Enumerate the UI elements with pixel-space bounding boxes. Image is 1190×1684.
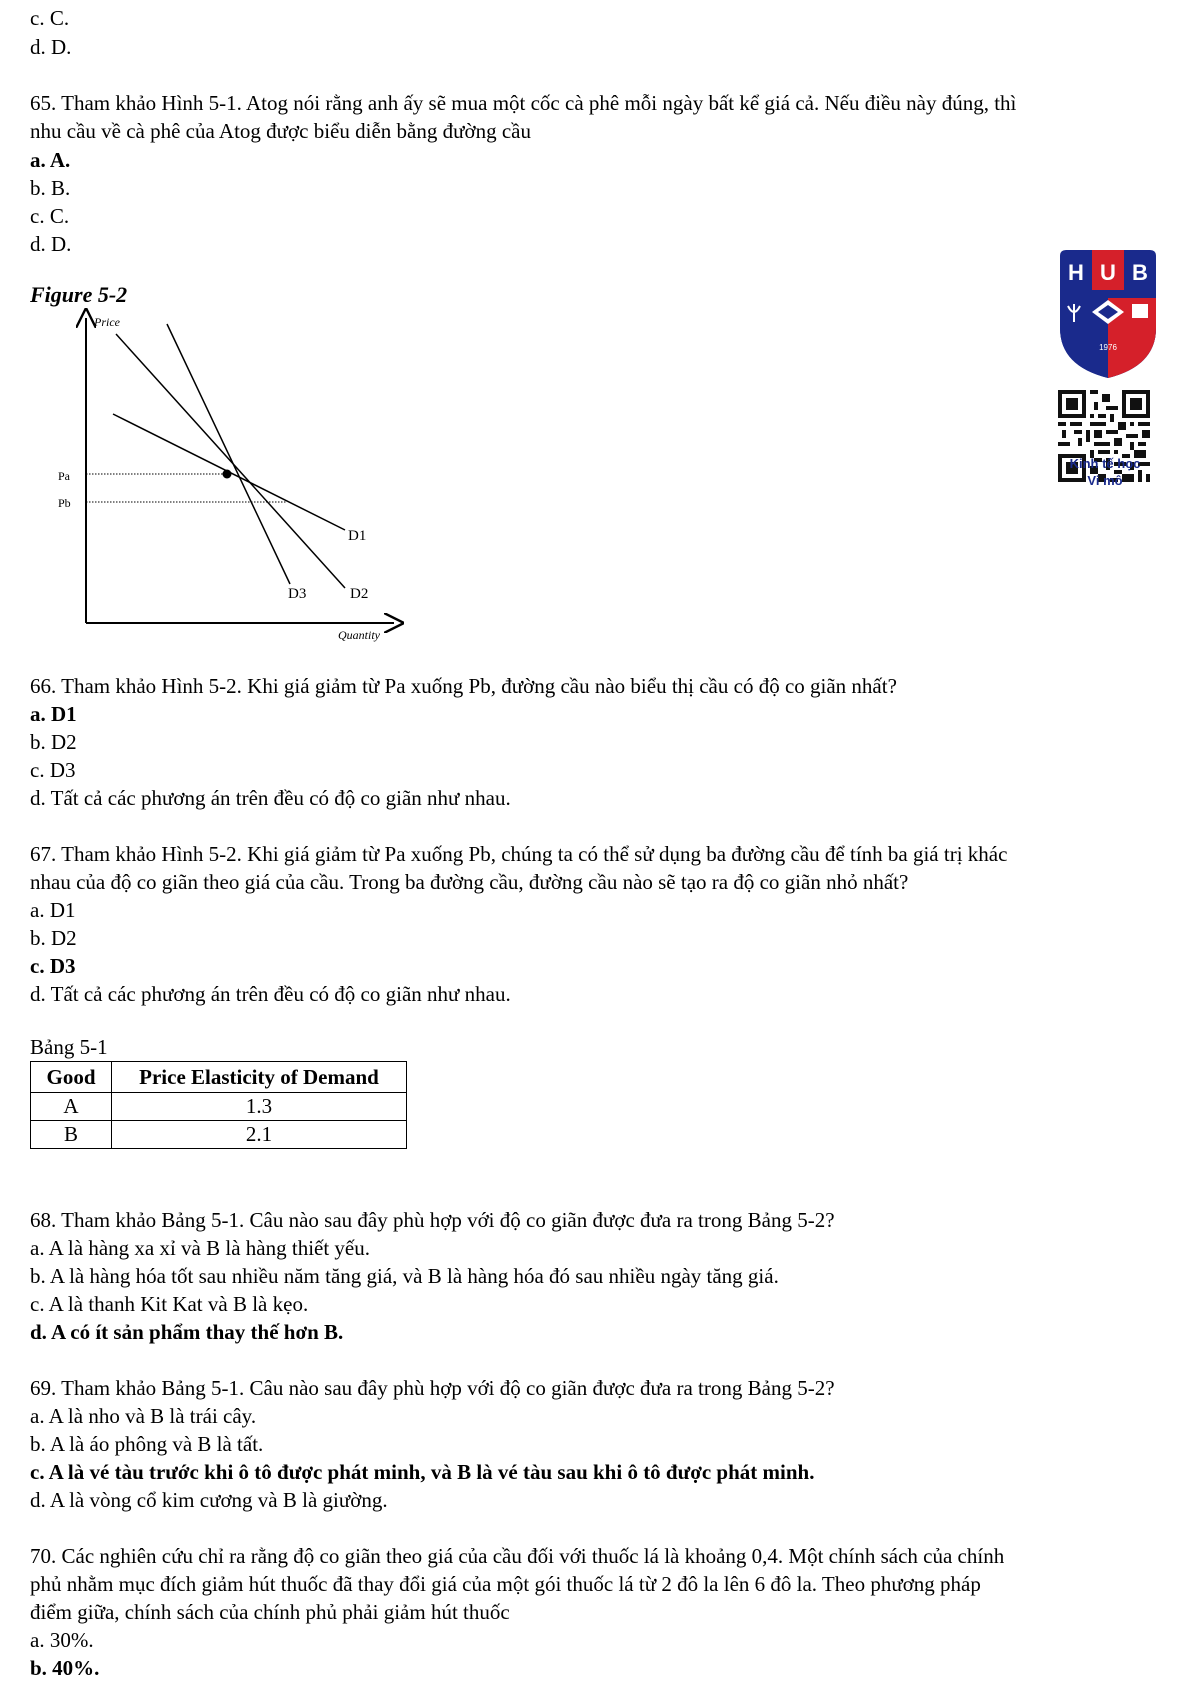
q67-stem-line2: nhau của độ co giãn theo giá của cầu. Trong ba đường cầu, đường cầu nào sẽ tạo ra độ co giãn nhỏ nhất? xyxy=(30,870,909,894)
q66-option-b: b. D2 xyxy=(30,730,77,754)
q68-option-a: a. A là hàng xa xỉ và B là hàng thiết yếu. xyxy=(30,1236,370,1260)
q66-option-d: d. Tất cả các phương án trên đều có độ co giãn như nhau. xyxy=(30,786,511,810)
q70-stem-line1: 70. Các nghiên cứu chỉ ra rằng độ co giãn theo giá của cầu đối với thuốc lá là khoảng 0,4. Một chính sách của chính xyxy=(30,1544,1005,1568)
d3-label: D3 xyxy=(288,586,307,602)
table-cell: 2.1 xyxy=(112,1121,407,1149)
q69-option-c: c. A là vé tàu trước khi ô tô được phát minh, và B là vé tàu sau khi ô tô được phát minh. xyxy=(30,1460,815,1484)
q67-option-d: d. Tất cả các phương án trên đều có độ co giãn như nhau. xyxy=(30,982,511,1006)
pb-label: Pb xyxy=(58,496,71,510)
table-row xyxy=(31,1121,407,1149)
pa-label: Pa xyxy=(58,469,70,483)
q65-option-c: c. C. xyxy=(30,204,70,228)
q70-option-b: b. 40%. xyxy=(30,1656,100,1680)
table-header-good: Good xyxy=(31,1062,112,1093)
q65-stem-line1: 65. Tham khảo Hình 5-1. Atog nói rằng anh ấy sẽ mua một cốc cà phê mỗi ngày bất kể giá cả. Nếu điều này đúng, thì xyxy=(30,91,1017,115)
intersection-point xyxy=(223,470,232,479)
q68-stem: 68. Tham khảo Bảng 5-1. Câu nào sau đây phù hợp với độ co giãn được đưa ra trong Bảng 5-2? xyxy=(30,1208,835,1232)
logo-letter-h: H xyxy=(1068,260,1084,285)
q69-stem: 69. Tham khảo Bảng 5-1. Câu nào sau đây phù hợp với độ co giãn được đưa ra trong Bảng 5-2? xyxy=(30,1376,835,1400)
subject-line1: Kinh tế học xyxy=(1069,456,1141,471)
q67-option-b: b. D2 xyxy=(30,926,77,950)
logo-year: 1976 xyxy=(1099,343,1117,352)
q69-option-a: a. A là nho và B là trái cây. xyxy=(30,1404,257,1428)
demand-curve-d3 xyxy=(167,324,290,584)
subject-line2: Vi mô xyxy=(1087,473,1123,488)
q68-option-d: d. A có ít sản phẩm thay thế hơn B. xyxy=(30,1320,344,1344)
q69-option-d: d. A là vòng cổ kim cương và B là giường. xyxy=(30,1488,388,1512)
table-cell: B xyxy=(31,1121,112,1149)
figure-title: Figure 5-2 xyxy=(30,282,128,307)
table-cell: A xyxy=(31,1093,112,1121)
q66-option-c: c. D3 xyxy=(30,758,76,782)
q65-option-b: b. B. xyxy=(30,176,71,200)
q67-option-c: c. D3 xyxy=(30,954,76,978)
table-row xyxy=(31,1093,407,1121)
q70-stem-line2: phủ nhằm mục đích giảm hút thuốc đã thay đổi giá của một gói thuốc lá từ 2 đô la lên 6 đô la. Theo phương pháp xyxy=(30,1572,981,1596)
logo-letter-u: U xyxy=(1100,260,1116,285)
q67-stem-line1: 67. Tham khảo Hình 5-2. Khi giá giảm từ Pa xuống Pb, chúng ta có thể sử dụng ba đường cầu để tính ba giá trị khác xyxy=(30,842,1008,866)
d2-label: D2 xyxy=(350,586,369,602)
q65-option-a: a. A. xyxy=(30,148,71,172)
x-axis-label: Quantity xyxy=(338,628,380,642)
d1-label: D1 xyxy=(348,528,367,544)
logo-letter-b: B xyxy=(1132,260,1148,285)
q70-option-a: a. 30%. xyxy=(30,1628,94,1652)
q66-option-a: a. D1 xyxy=(30,702,77,726)
q65-option-d: d. D. xyxy=(30,232,72,256)
q68-option-b: b. A là hàng hóa tốt sau nhiều năm tăng giá, và B là hàng hóa đó sau nhiều ngày tăng giá. xyxy=(30,1264,779,1288)
q65-stem-line2: nhu cầu về cà phê của Atog được biểu diễn bằng đường cầu xyxy=(30,119,531,143)
q68-option-c: c. A là thanh Kit Kat và B là kẹo. xyxy=(30,1292,309,1316)
elasticity-table xyxy=(30,1061,407,1149)
demand-curves-figure xyxy=(0,300,420,645)
table-caption: Bảng 5-1 xyxy=(30,1035,108,1059)
prev-option-c: c. C. xyxy=(30,6,70,30)
y-axis-label: Price xyxy=(94,315,120,329)
q67-option-a: a. D1 xyxy=(30,898,76,922)
q70-stem-line3: điểm giữa, chính sách của chính phủ phải giảm hút thuốc xyxy=(30,1600,510,1624)
table-cell: 1.3 xyxy=(112,1093,407,1121)
q66-stem: 66. Tham khảo Hình 5-2. Khi giá giảm từ Pa xuống Pb, đường cầu nào biểu thị cầu có độ co giãn nhất? xyxy=(30,674,897,698)
hub-logo xyxy=(1058,248,1158,380)
q69-option-b: b. A là áo phông và B là tất. xyxy=(30,1432,264,1456)
demand-curve-d2 xyxy=(116,334,345,588)
table-header-elasticity: Price Elasticity of Demand xyxy=(112,1062,407,1093)
prev-option-d: d. D. xyxy=(30,35,72,59)
